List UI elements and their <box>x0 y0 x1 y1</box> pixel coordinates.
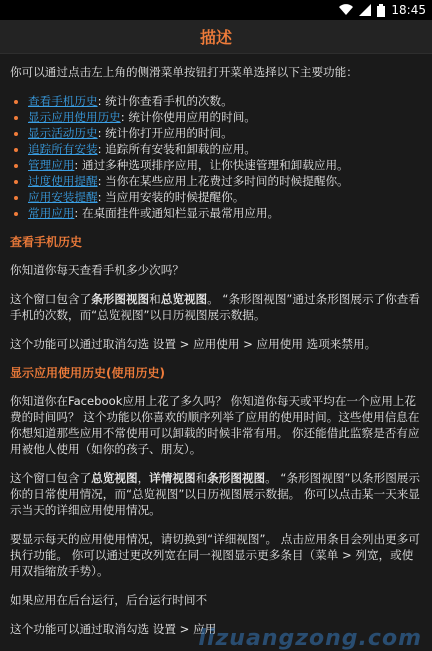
feature-link-app-usage[interactable]: 显示应用使用历史 <box>28 110 121 124</box>
list-item: • 查看手机历史: 统计你查看手机的次数。 <box>28 93 422 109</box>
section2-background: 如果应用在后台运行，后台运行时间不 <box>10 593 208 607</box>
list-item: • 常用应用: 在桌面挂件或通知栏显示最常用应用。 <box>28 205 422 221</box>
list-item: • 追踪所有安装: 追踪所有安装和卸载的应用。 <box>28 141 422 157</box>
feature-list <box>10 93 422 221</box>
feature-link-phone-history[interactable]: 查看手机历史 <box>28 94 98 108</box>
feature-link-installs[interactable]: 追踪所有安装 <box>28 142 98 156</box>
list-item: • 显示活动历史: 统计你打开应用的时间。 <box>28 125 422 141</box>
feature-link-install-alert[interactable]: 应用安装提醒 <box>28 190 98 204</box>
section1-disable: 这个功能可以通过取消勾选 设置 > 应用使用 > 应用使用 选项来禁用。 <box>10 337 377 351</box>
section1-views: 这个窗口包含了条形图视图和总览视图。 “条形图视图”通过条形图展示了你查看手机的次数，而“总览视图”以日历视图展示数据。 <box>10 292 420 322</box>
list-item: • 过度使用提醒: 当你在某些应用上花费过多时间的时候提醒你。 <box>28 173 422 189</box>
feature-link-frequent-apps[interactable]: 常用应用 <box>28 206 75 220</box>
wifi-icon <box>339 4 353 16</box>
feature-link-overuse[interactable]: 过度使用提醒 <box>28 174 98 188</box>
description-content[interactable] <box>0 54 432 637</box>
feature-link-manage-apps[interactable]: 管理应用 <box>28 158 75 172</box>
section2-intro: 你知道你在Facebook应用上花了多久吗？ 你知道你每天或平均在一个应用上花费的时间吗？ 这个功能以你喜欢的顺序列举了应用的使用时间。这些使用信息在你想知道那些应用不常使用可以卸载的时候非常有用。 你还能借此监察是否有应用被他人使用（如你的孩子、朋友）。 <box>10 394 420 456</box>
section2-disable: 这个功能可以通过取消勾选 设置 > 应用 <box>10 622 217 636</box>
page-title: 描述 <box>199 28 232 47</box>
clock-time: 18:45 <box>391 3 426 17</box>
section1-question: 你知道你每天查看手机多少次吗？ <box>10 263 184 277</box>
watermark-logo: lizuangzong.com <box>198 626 422 651</box>
list-item: • 应用安装提醒: 当应用安装的时候提醒你。 <box>28 189 422 205</box>
status-bar <box>0 0 432 20</box>
battery-icon <box>377 4 385 17</box>
intro-text: 你可以通过点击左上角的侧滑菜单按钮打开菜单选择以下主要功能： <box>10 65 358 79</box>
title-bar <box>0 20 432 54</box>
section-heading-app-usage: 显示应用使用历史(使用历史) <box>10 366 165 380</box>
list-item: • 显示应用使用历史: 统计你使用应用的时间。 <box>28 109 422 125</box>
section-heading-phone-history: 查看手机历史 <box>10 235 83 249</box>
list-item: • 管理应用: 通过多种选项排序应用，让你快速管理和卸载应用。 <box>28 157 422 173</box>
signal-icon <box>359 4 371 16</box>
section2-views: 这个窗口包含了总览视图，详情视图和条形图视图。 “条形图视图”以条形图展示你的日常使用情况，而“总览视图”以日历视图展示数据。 你可以点击某一天来显示当天的详细应用使用情况。 <box>10 471 420 517</box>
section2-details: 要显示每天的应用使用情况，请切换到“详细视图”。 点击应用条目会列出更多可执行功能。 你可以通过更改列宽在同一视图显示更多条目（菜单 > 列宽，或使用双指缩放手势）。 <box>10 532 420 578</box>
feature-link-activity[interactable]: 显示活动历史 <box>28 126 98 140</box>
